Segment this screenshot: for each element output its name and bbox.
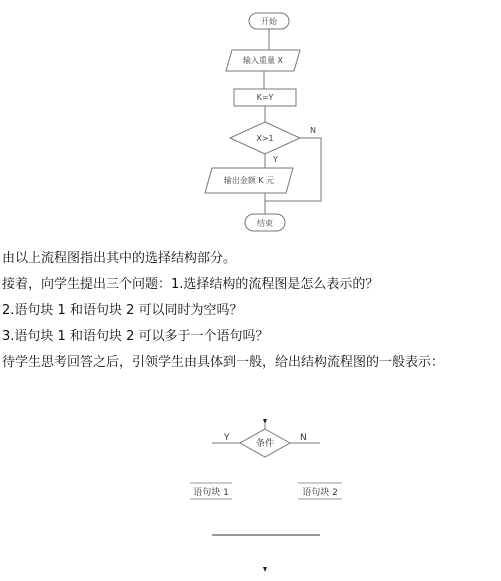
yes-label: Y: [224, 433, 230, 443]
paragraph-4: 3.语句块 1 和语句块 2 可以多于一个语句吗？: [2, 329, 269, 344]
start-label: 开始: [261, 17, 277, 26]
yes-label: Y: [273, 155, 278, 164]
flowchart-2: [0, 405, 501, 581]
block2-label: 语句块 2: [302, 488, 338, 498]
entry-arrow: [263, 419, 267, 424]
output-label: 输出金额 K 元: [223, 176, 275, 185]
flowchart-1: [0, 0, 501, 250]
no-label: N: [300, 433, 307, 443]
input-label: 输入重量 X: [242, 56, 284, 65]
paragraph-5: 待学生思考回答之后，引领学生由具体到一般，给出结构流程图的一般表示：: [2, 355, 445, 370]
paragraph-1: 由以上流程图指出其中的选择结构部分。: [2, 251, 237, 266]
paragraph-3: 2.语句块 1 和语句块 2 可以同时为空吗？: [2, 303, 243, 318]
process-label: K=Y: [256, 93, 274, 102]
decision-label: X>1: [256, 134, 274, 143]
paragraph-2: 接着，向学生提出三个问题：1.选择结构的流程图是怎么表示的？: [2, 277, 379, 292]
condition-label: 条件: [255, 439, 275, 449]
block1-label: 语句块 1: [193, 488, 229, 498]
end-label: 结束: [257, 219, 273, 228]
exit-arrow: [263, 567, 267, 572]
no-label: N: [310, 126, 316, 135]
